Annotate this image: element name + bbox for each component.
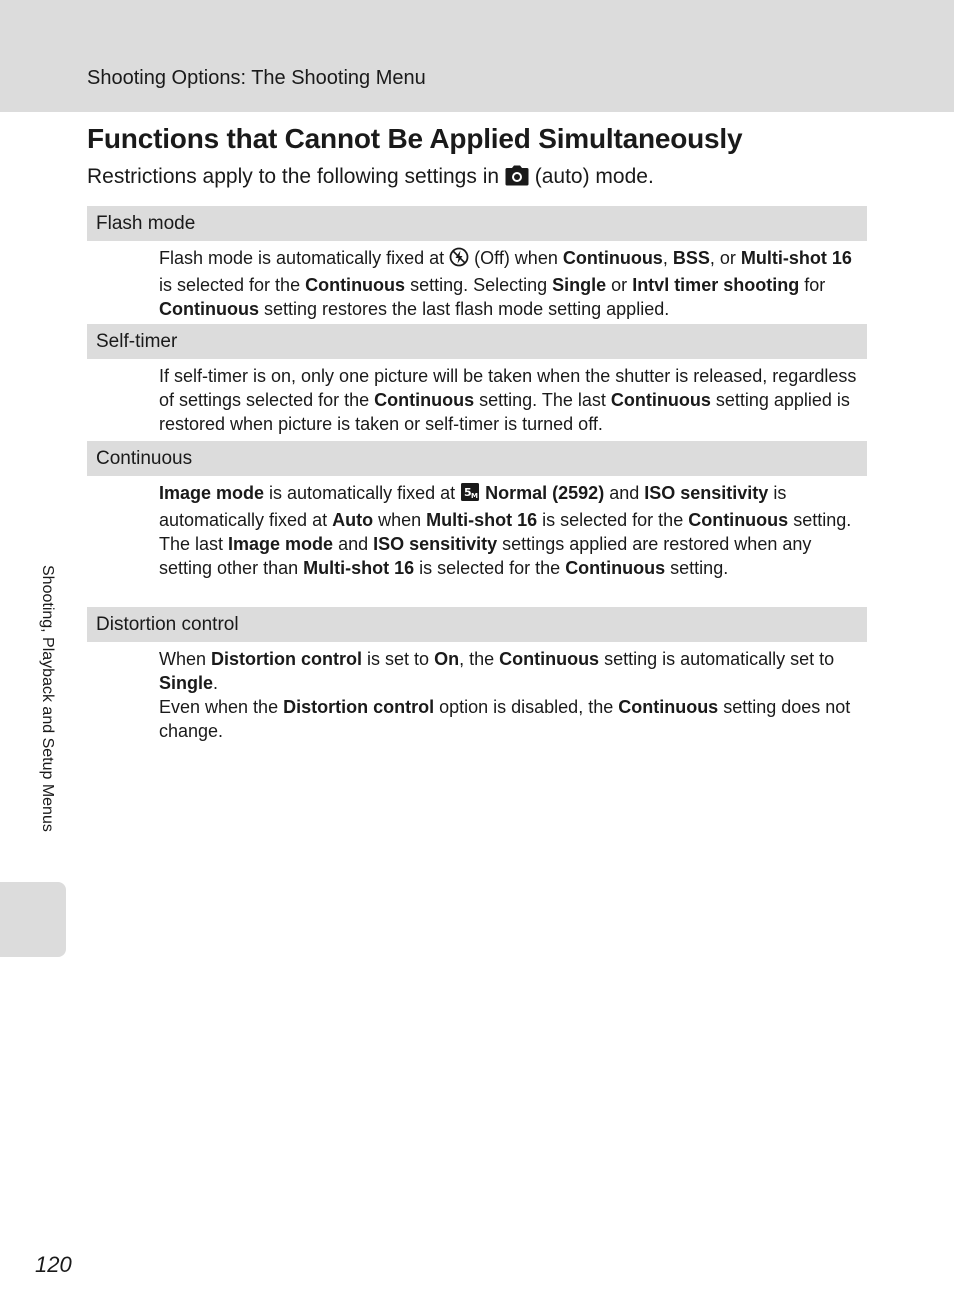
section-heading-flash-mode: Flash mode <box>87 206 867 241</box>
intro-text-after: (auto) mode. <box>534 165 654 188</box>
section-body-distortion-control <box>159 647 859 743</box>
side-tab-marker <box>0 882 66 957</box>
page-title: Functions that Cannot Be Applied Simultaneously <box>87 123 743 154</box>
svg-text:5: 5 <box>464 486 472 499</box>
continuous-paragraph-1: Image mode is automatically fixed at 5 M Normal (2592) and ISO sensitivity is automatically fixed at Auto when Multi-shot 16 is selected for the Continuous setting. <box>159 483 852 530</box>
image-mode-5m-icon <box>460 482 480 508</box>
self-timer-paragraph: If self-timer is on, only one picture will be taken when the shutter is released, regardless of settings selected for the Continuous setting. The last Continuous setting applied is restored when picture is taken or self-timer is turned off. <box>159 366 857 434</box>
continuous-paragraph-2: The last Image mode and ISO sensitivity settings applied are restored when any setting other than Multi-shot 16 is selected for the Continuous setting. <box>159 534 812 578</box>
flash-off-icon <box>449 247 469 273</box>
section-heading-continuous: Continuous <box>87 441 867 476</box>
header-band <box>0 0 954 112</box>
section-heading-self-timer: Self-timer <box>87 324 867 359</box>
page-number: 120 <box>35 1252 72 1277</box>
svg-text:M: M <box>471 492 479 500</box>
section-heading-distortion-control: Distortion control <box>87 607 867 642</box>
camera-auto-icon <box>505 165 529 192</box>
running-head: Shooting Options: The Shooting Menu <box>87 67 426 89</box>
section-body-flash-mode <box>159 246 859 321</box>
side-tab-label: Shooting, Playback and Setup Menus <box>39 565 56 832</box>
distortion-paragraph-1: When Distortion control is set to On, the Continuous setting is automatically set to Single. <box>159 649 835 693</box>
intro-text-before: Restrictions apply to the following settings in <box>87 165 500 188</box>
intro-line <box>87 165 654 192</box>
section-body-continuous <box>159 481 859 580</box>
section-body-self-timer <box>159 364 859 436</box>
flash-mode-paragraph: Flash mode is automatically fixed at (Off) when Continuous, BSS, or Multi-shot 16 is selected for the Continuous setting. Selecting Single or Intvl timer shooting for Continuous setting restores the last flash mode setting applied. <box>159 248 852 319</box>
distortion-paragraph-2: Even when the Distortion control option is disabled, the Continuous setting does not change. <box>159 697 851 741</box>
